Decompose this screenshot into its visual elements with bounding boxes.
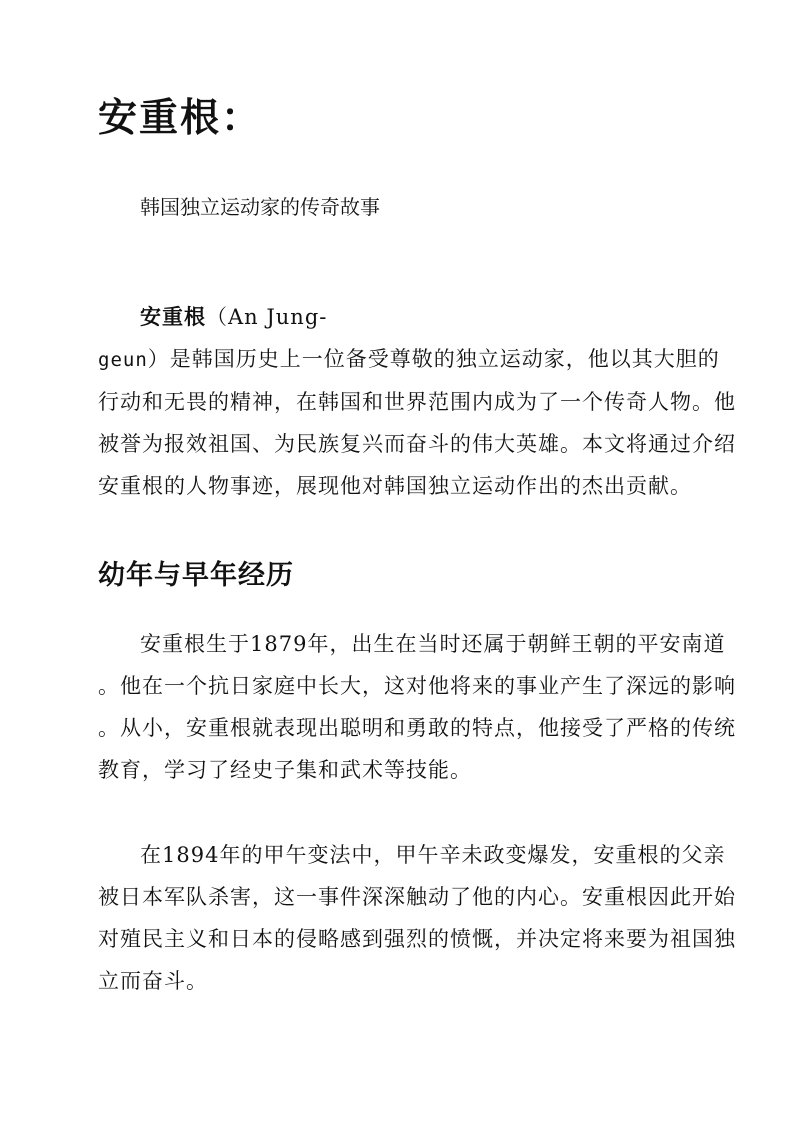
paragraph-line: 教育，学习了经史子集和武术等技能。	[98, 758, 472, 782]
intro-text-line: 安重根的人物事迹，展现他对韩国独立运动作出的杰出贡献。	[98, 474, 692, 498]
paragraph-line: 立而奋斗。	[98, 969, 208, 993]
intro-name-romanized: （An Jung-	[206, 305, 328, 329]
intro-romanized-cont: geun	[98, 349, 148, 371]
intro-line-1	[98, 296, 736, 338]
paragraph-line: 对殖民主义和日本的侵略感到强烈的愤慨，并决定将来要为祖国独	[98, 927, 736, 951]
intro-text-line: 行动和无畏的精神，在韩国和世界范围内成为了一个传奇人物。他	[98, 390, 736, 414]
section-paragraph-2	[98, 834, 736, 1002]
intro-paragraph	[98, 296, 736, 507]
paragraph-line: 安重根生于1879年，出生在当时还属于朝鲜王朝的平安南道	[140, 632, 726, 656]
paragraph-line: 。从小，安重根就表现出聪明和勇敢的特点，他接受了严格的传统	[98, 716, 736, 740]
document-title: 安重根：	[98, 95, 263, 141]
paragraph-line: 在1894年的甲午变法中，甲午辛未政变爆发，安重根的父亲	[140, 843, 726, 867]
intro-name: 安重根	[140, 304, 206, 329]
section-paragraph-1	[98, 623, 736, 791]
document-subtitle: 韩国独立运动家的传奇故事	[140, 195, 380, 219]
intro-line-2	[98, 338, 736, 381]
section-heading: 幼年与早年经历	[98, 560, 294, 591]
intro-text-line: 被誉为报效祖国、为民族复兴而奋斗的伟大英雄。本文将通过介绍	[98, 432, 736, 456]
intro-text-line: ）是韩国历史上一位备受尊敬的独立运动家，他以其大胆的	[147, 347, 720, 371]
paragraph-line: 被日本军队杀害，这一事件深深触动了他的内心。安重根因此开始	[98, 885, 736, 909]
paragraph-line: 。他在一个抗日家庭中长大，这对他将来的事业产生了深远的影响	[98, 674, 736, 698]
